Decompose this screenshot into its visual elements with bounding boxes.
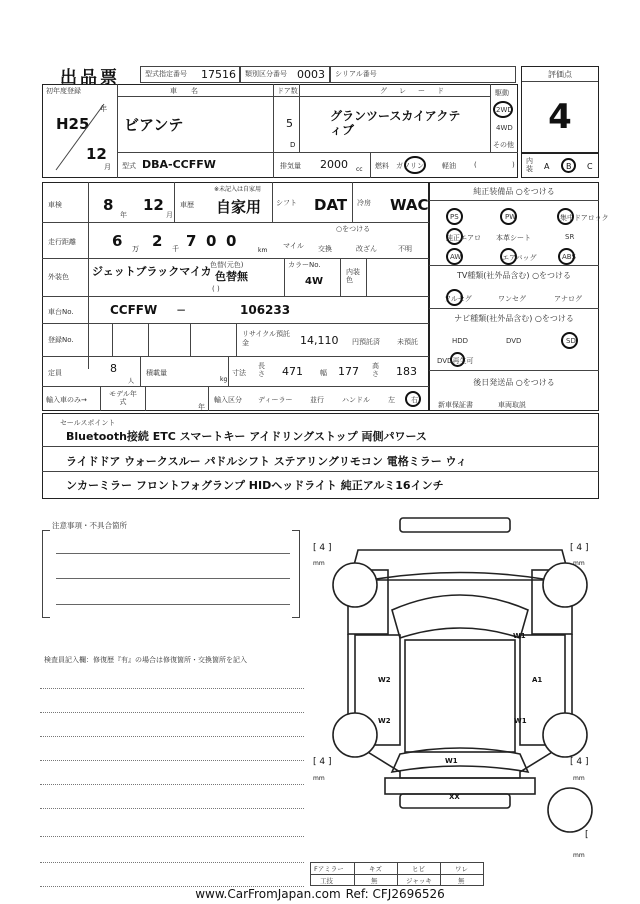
category-label: 類別区分番号 [245, 70, 287, 78]
capacity-label: 定員 [48, 369, 62, 377]
equip-aero-circle [446, 228, 463, 245]
tv-oneseg: ワンセグ [498, 295, 526, 303]
width-label: 幅 [320, 369, 327, 377]
equip-ps-circle [446, 208, 463, 225]
shift-value: DAT [314, 196, 348, 214]
nav-dvd: DVD [506, 337, 522, 345]
dvd-play-circle [450, 352, 465, 367]
first-reg-year: H25 [56, 115, 90, 133]
legend-header: ヒビ [412, 865, 425, 873]
tv-analog: アナログ [554, 295, 582, 303]
tv-title: TV種類(社外品含む) ○をつける [456, 271, 572, 280]
mileage-digit: 6 [112, 232, 123, 250]
recycle-label: リサイクル預託金 [242, 330, 291, 347]
type-code-label: 型式指定番号 [145, 70, 187, 78]
light-oil-label: 軽油 [442, 162, 456, 170]
equip-central-lock-circle [557, 208, 574, 225]
ac-label: 冷房 [357, 199, 371, 207]
equipment-title: 純正装備品 ○をつける [473, 187, 555, 196]
equip-leather: 本革シート [496, 234, 531, 242]
caution-bracket [42, 530, 50, 618]
grade-value: グランツースカイアクティブ [330, 109, 461, 137]
interior-b: B [566, 162, 572, 171]
equip-central-lock: 集中ドアロック [560, 214, 609, 222]
handle-label: ハンドル [342, 396, 370, 404]
model-value: DBA-CCFFW [142, 158, 216, 171]
tread-spare: [ [585, 830, 589, 840]
height-value: 183 [396, 365, 417, 378]
import-dealer: ディーラー [258, 396, 293, 404]
chassis-number: 106233 [240, 303, 291, 317]
repaint-value: 色替無 [215, 270, 248, 283]
equip-ps: PS [450, 213, 459, 221]
inspection-label: 車検 [48, 201, 62, 209]
category-value: 0003 [297, 68, 325, 81]
drive-2wd-circle [493, 101, 513, 118]
mm-unit: mm [573, 775, 585, 782]
tv-fullseg: フルセグ [444, 295, 472, 303]
equip-aero: 純正エアロ [446, 234, 481, 242]
footer-watermark [0, 884, 640, 904]
door-suffix: D [290, 141, 296, 149]
chassis-label: 車台No. [48, 308, 74, 316]
ac-value: WAC [390, 196, 429, 214]
legend-cell: 無 [458, 877, 465, 885]
legend-header: キズ [369, 865, 382, 873]
equip-pw-circle [500, 208, 517, 225]
chassis-dash: − [176, 303, 187, 317]
first-reg-month: 12 [86, 145, 107, 163]
meter-option: 交換 [318, 245, 332, 253]
handle-right: 右 [411, 396, 418, 404]
month-suffix: 月 [104, 163, 111, 171]
displacement-value: 2000 [320, 158, 348, 171]
km-unit: km [258, 247, 268, 254]
import-category-label: 輸入区分 [214, 396, 242, 404]
recycle-value: 14,110 [300, 334, 339, 347]
ext-color-label: 外装色 [48, 273, 69, 281]
damage-mark: W2 [378, 676, 391, 684]
drive-other: その他 [493, 141, 514, 149]
score-value: 4 [548, 97, 572, 137]
equip-abs: ABS [562, 253, 576, 261]
mm-unit: mm [573, 560, 585, 567]
mm-unit: mm [313, 775, 325, 782]
capacity-value: 8 [110, 362, 117, 375]
tread-rear-left: [ 4 ] [313, 757, 332, 767]
recycle-paid: 円預託済 [352, 338, 380, 346]
diagonal-divider [44, 96, 116, 176]
car-name-value: ビアンテ [124, 116, 184, 134]
fuel-value: ガソリン [396, 162, 424, 170]
chassis-prefix: CCFFW [110, 303, 158, 317]
tread-front-left: [ 4 ] [313, 543, 332, 553]
serial-label: シリアル番号 [335, 70, 377, 78]
damage-mark: A1 [532, 676, 543, 684]
fuel-label: 燃料 [375, 162, 389, 170]
model-year-label: モデル年式 [109, 390, 137, 406]
model-year-suffix: 年 [198, 403, 205, 411]
person-unit: 人 [128, 378, 135, 385]
damage-mark: XX [449, 793, 460, 801]
width-value: 177 [338, 365, 359, 378]
usage-label: 車歴 [180, 201, 194, 209]
interior-label: 内装 [526, 157, 533, 173]
handle-right-circle [405, 391, 421, 407]
score-label: 評価点 [522, 67, 598, 82]
after-manual: 車両取説 [498, 401, 526, 409]
sales-points-label: セールスポイント [60, 419, 116, 427]
usage-note: ※未記入は自家用 [214, 186, 262, 193]
reg-label: 登録No. [48, 336, 74, 344]
mileage-digits [104, 226, 244, 256]
kg-unit: kg [220, 376, 228, 383]
year-suffix: 年 [100, 105, 107, 113]
handle-left: 左 [388, 396, 395, 404]
damage-mark: W1 [513, 632, 526, 640]
sen-unit: 千 [172, 245, 179, 253]
legend-cell: 無 [371, 877, 378, 885]
nav-sd: SD [566, 337, 576, 345]
interior-c: C [587, 162, 593, 171]
interior-a: A [544, 162, 550, 171]
ext-color-value: ジェットブラックマイカ [92, 265, 212, 278]
meter-option: 改ざん [356, 245, 377, 253]
damage-mark: W1 [445, 757, 458, 765]
load-label: 積載量 [146, 369, 167, 377]
inspection-month-unit: 月 [166, 211, 173, 219]
caution-bracket-right [292, 530, 300, 618]
nav-hdd: HDD [452, 337, 469, 345]
import-label: 輸入車のみ→ [46, 396, 87, 404]
height-label: 高さ [372, 362, 379, 378]
color-no-label: カラーNo. [288, 261, 321, 269]
inspection-year: 8 [103, 196, 114, 214]
equip-abs-circle [558, 248, 575, 265]
serial-box [330, 66, 516, 83]
fuel-circle [404, 156, 426, 174]
mileage-digit: 0 [206, 232, 217, 250]
model-label: 型式 [122, 162, 136, 170]
equip-pw: PW [505, 213, 517, 221]
type-code-value: 17516 [201, 68, 236, 81]
caution-label: 注意事項・不具合箇所 [52, 521, 127, 530]
sales-point-line: ンカーミラー フロントフォグランプ HIDヘッドライト 純正アルミ16インチ [66, 479, 444, 492]
equip-sr: SR [565, 233, 575, 241]
mile-label: マイル [283, 242, 304, 250]
inspection-year-unit: 年 [120, 211, 127, 219]
tread-front-right: [ 4 ] [570, 543, 589, 553]
mm-unit: mm [313, 560, 325, 567]
after-title: 後日発送品 ○をつける [473, 378, 555, 387]
int-color-label: 内装色 [346, 268, 360, 284]
man-unit: 万 [132, 245, 139, 253]
type-code-box [140, 66, 240, 83]
sales-point-line: Bluetooth接続 ETC スマートキー アイドリングストップ 両側パワース [66, 430, 427, 443]
meter-circle-note: ○をつける [336, 225, 371, 233]
meter-option: 不明 [398, 245, 412, 253]
sales-point-line: ライドドア ウォークスルー パドルシフト ステアリングリモコン 電格ミラー ウィ [66, 455, 467, 468]
length-label: 長さ [258, 362, 265, 378]
nav-title: ナビ種類(社外品含む) ○をつける [454, 314, 574, 323]
equip-aw: AW [450, 253, 462, 261]
import-parallel: 並行 [310, 396, 324, 404]
mileage-digit: 7 [186, 232, 197, 250]
legend-cell: ジャッキ [406, 877, 432, 885]
cc-unit: cc [356, 166, 363, 173]
displacement-label: 排気量 [280, 162, 301, 170]
footer-site[interactable]: www.CarFromJapan.com [195, 887, 341, 901]
tv-fullseg-circle [446, 289, 463, 306]
dvd-play: DVD再生可 [437, 357, 474, 365]
category-box [240, 66, 330, 83]
mm-unit: mm [573, 852, 585, 859]
length-value: 471 [282, 365, 303, 378]
mileage-digit: 0 [226, 232, 237, 250]
usage-value: 自家用 [216, 198, 262, 216]
doors-value: 5 [286, 117, 293, 130]
inspection-month: 12 [143, 196, 164, 214]
mileage-digit: 2 [152, 232, 163, 250]
damage-mark: W2 [378, 717, 391, 725]
legend-header: Fアミラー [314, 865, 344, 873]
drive-2wd: 2WD [496, 106, 513, 114]
recycle-unpaid: 未預託 [397, 338, 418, 346]
equip-airbag: エアバッグ [502, 254, 537, 262]
size-label: 寸法 [232, 369, 246, 377]
color-no-value: 4W [305, 276, 323, 287]
equip-airbag-circle [500, 248, 517, 265]
car-damage-diagram [300, 510, 620, 855]
nav-sd-circle [561, 332, 578, 349]
repaint-paren: ( ) [212, 285, 220, 293]
score-box [521, 66, 599, 153]
legend-header: ワレ [455, 865, 468, 873]
interior-b-circle [561, 158, 576, 173]
first-reg-label: 初年度登録 [46, 87, 81, 95]
footer-ref: Ref: CFJ2696526 [345, 887, 445, 901]
grade-label: グレード [380, 87, 456, 95]
inspector-label: 検査員記入欄：修復歴『有』の場合は修復箇所・交換箇所を記入 [44, 656, 247, 664]
equip-aw-circle [446, 248, 463, 265]
legend-cell: 工技 [320, 877, 333, 885]
doors-label: ドア数 [277, 87, 298, 95]
tread-rear-right: [ 4 ] [570, 757, 589, 767]
drive-label: 駆動 [495, 89, 509, 97]
drive-4wd: 4WD [496, 124, 513, 132]
mileage-label: 走行距離 [48, 238, 76, 246]
document-title: 出品票 [60, 68, 120, 88]
shift-label: シフト [276, 199, 297, 207]
after-warranty: 新車保証書 [438, 401, 473, 409]
damage-mark: W1 [514, 717, 527, 725]
car-name-label: 車名 [170, 87, 212, 95]
repaint-label: 色替(元色) [210, 261, 244, 269]
